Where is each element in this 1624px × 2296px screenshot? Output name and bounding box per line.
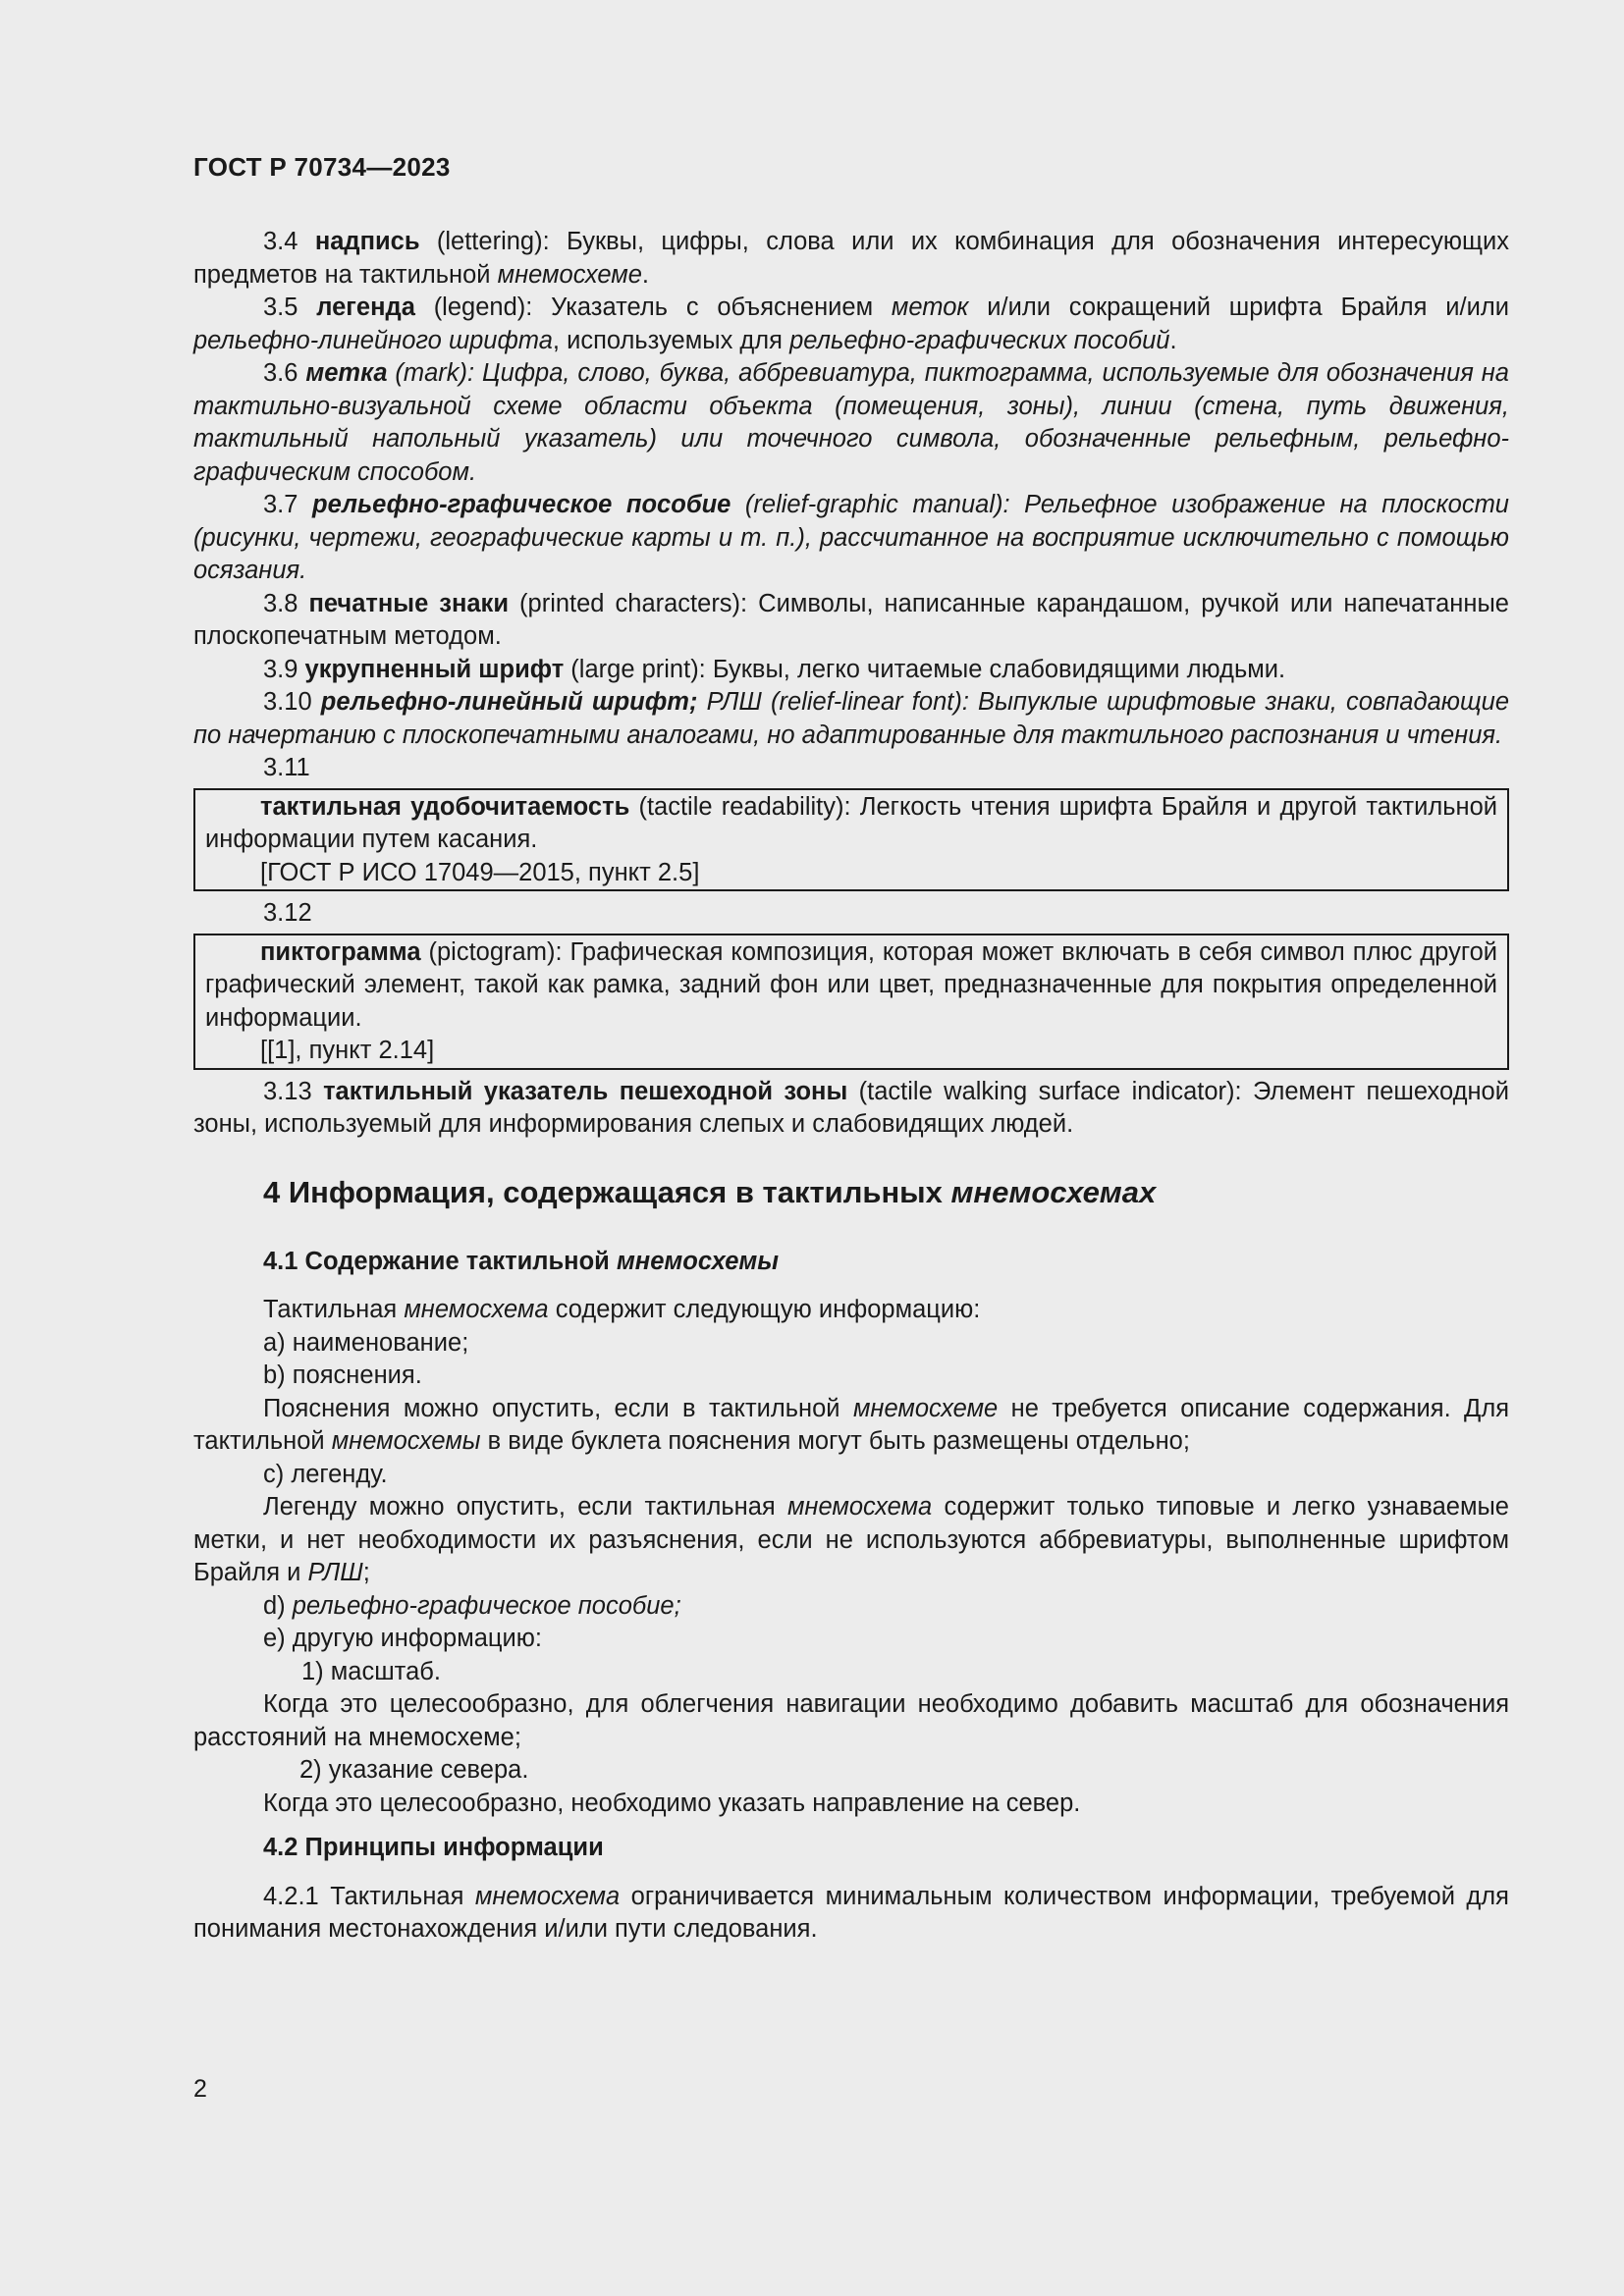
section-4-heading: 4 Информация, содержащаяся в тактильных мнемосхемах	[263, 1174, 1157, 1209]
term-3-12-number: 3.12	[263, 899, 312, 927]
sub-item-2-text: Когда это целесообразно, необходимо указать направление на север.	[263, 1789, 1081, 1817]
paragraph-4-2-1: 4.2.1 Тактильная мнемосхема ограничивается минимальным количеством информации, требуемой для понимания местонахождения и/или пути следования.	[193, 1882, 1509, 1943]
term-3-12-reference: [[1], пункт 2.14]	[260, 1037, 435, 1064]
list-item-a: a) наименование;	[263, 1328, 469, 1357]
term-name: печатные знаки	[308, 589, 509, 617]
term-3-12: пиктограмма (pictogram): Графическая композиция, которая может включать в себя символ плюс другой графический элемент, такой как рамка, задний фон или цвет, предназначенные для покрытия определенной информации.	[205, 937, 1497, 1032]
page-number: 2	[193, 2075, 207, 2103]
term-3-11-box	[193, 788, 1509, 892]
term-3-9: 3.9 укрупненный шрифт (large print): Буквы, легко читаемые слабовидящими людьми.	[263, 655, 1286, 683]
term-3-12-box	[193, 934, 1509, 1070]
term-number: 3.8	[263, 589, 298, 617]
term-3-6: 3.6 метка (mark): Цифра, слово, буква, аббревиатура, пиктограмма, используемые для обозначения на тактильно-визуальной схеме области объекта (помещения, зоны), линии (стена, путь движения, тактильный напольный указатель) или точечного символа, обозначенные рельефным, рельефно-графическим способом.	[193, 359, 1509, 486]
term-name: надпись	[314, 228, 420, 255]
term-3-11-reference: [ГОСТ Р ИСО 17049—2015, пункт 2.5]	[260, 858, 700, 886]
term-number: 3.6	[263, 359, 298, 387]
term-3-13: 3.13 тактильный указатель пешеходной зоны (tactile walking surface indicator): Элемент пешеходной зоны, используемый для информирования слепых и слабовидящих людей.	[193, 1077, 1509, 1138]
list-item-e: e) другую информацию:	[263, 1625, 542, 1652]
list-item-d: d) рельефно-графическое пособие;	[263, 1591, 681, 1620]
sub-item-1: 1) масштаб.	[301, 1657, 441, 1685]
sub-item-1-text: Когда это целесообразно, для облегчения навигации необходимо добавить масштаб для обозначения расстояний на мнемосхеме;	[193, 1690, 1509, 1751]
term-number: 3.4	[263, 228, 298, 255]
list-item-b-explanation: Пояснения можно опустить, если в тактильной мнемосхеме не требуется описание содержания. Для тактильной мнемосхемы в виде буклета пояснения могут быть размещены отдельно;	[193, 1394, 1510, 1455]
subsection-4-2-heading: 4.2 Принципы информации	[263, 1834, 604, 1861]
document-body	[193, 226, 1509, 1947]
term-3-10: 3.10 рельефно-линейный шрифт; РЛШ (relief-linear font): Выпуклые шрифтовые знаки, совпадающие по начертанию с плоскопечатными аналогами, но адаптированные для тактильного распознания и чтения.	[193, 688, 1510, 749]
list-item-b: b) пояснения.	[263, 1362, 422, 1389]
term-number: 3.10	[263, 688, 312, 716]
term-name: тактильная удобочитаемость	[260, 792, 630, 821]
term-name: рельефно-линейный шрифт;	[320, 688, 698, 716]
term-name: рельефно-графическое пособие	[312, 491, 731, 518]
sub-item-2: 2) указание севера.	[299, 1756, 529, 1784]
subsection-4-1-heading: 4.1 Содержание тактильной мнемосхемы	[263, 1247, 780, 1275]
term-name: метка	[305, 359, 388, 387]
term-3-11: тактильная удобочитаемость (tactile readability): Легкость чтения шрифта Брайля и другой тактильной информации путем касания.	[205, 792, 1497, 853]
list-item-c: c) легенду.	[263, 1460, 388, 1488]
term-3-11-number: 3.11	[263, 754, 310, 781]
term-number: 3.7	[263, 491, 298, 518]
term-number: 3.5	[263, 294, 298, 321]
term-3-4: 3.4 надпись (lettering): Буквы, цифры, слова или их комбинация для обозначения интересующих предметов на тактильной мнемосхеме.	[193, 228, 1509, 289]
term-name: укрупненный шрифт	[304, 655, 565, 683]
list-item-c-explanation: Легенду можно опустить, если тактильная мнемосхема содержит только типовые и легко узнаваемые метки, и нет необходимости их разъяснения, если не используются аббревиатуры, выполненные шрифтом Брайля и РЛШ;	[193, 1493, 1509, 1586]
term-3-8: 3.8 печатные знаки (printed characters): Символы, написанные карандашом, ручкой или напечатанные плоскопечатным методом.	[193, 589, 1509, 650]
term-name: пиктограмма	[260, 937, 421, 966]
term-3-5: 3.5 легенда (legend): Указатель с объяснением меток и/или сокращений шрифта Брайля и/или рельефно-линейного шрифта, используемых для рельефно-графических пособий.	[193, 294, 1509, 354]
term-number: 3.13	[263, 1077, 312, 1105]
term-number: 3.9	[263, 655, 298, 683]
section-4-1-intro: Тактильная мнемосхема содержит следующую информацию:	[263, 1296, 981, 1323]
term-name: легенда	[316, 294, 415, 321]
document-header: ГОСТ Р 70734—2023	[193, 152, 451, 182]
term-3-7: 3.7 рельефно-графическое пособие (relief-graphic manual): Рельефное изображение на плоскости (рисунки, чертежи, географические карты и т. п.), рассчитанное на восприятие исключительно с помощью осязания.	[193, 491, 1509, 584]
term-name: тактильный указатель пешеходной зоны	[323, 1077, 848, 1105]
